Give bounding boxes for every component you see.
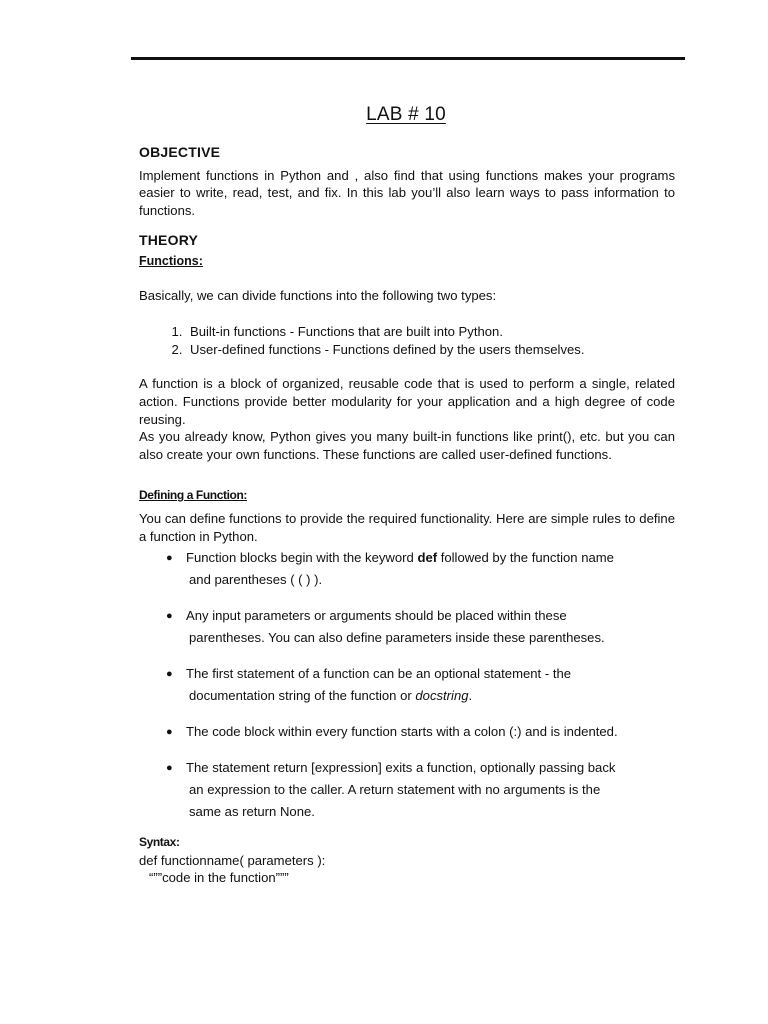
function-definition-paragraph: A function is a block of organized, reusable code that is used to perform a single, related action. Functions provide better modularity for your application and a high degree of code reusing.	[139, 376, 675, 427]
rule-text: The first statement of a function can be an optional statement - the	[186, 666, 572, 682]
defining-function-heading: Defining a Function:	[139, 488, 247, 503]
bullet-icon: ●	[166, 552, 173, 565]
keyword-def: def	[417, 550, 438, 566]
syntax-line-2: “””code in the function”””	[149, 870, 289, 886]
rule-text: .	[468, 688, 473, 704]
syntax-label: Syntax:	[139, 835, 180, 850]
rule-text: Any input parameters or arguments should be placed within these	[186, 608, 567, 624]
list-item	[139, 547, 675, 591]
rule-text: followed by the function name	[437, 550, 614, 566]
bullet-icon: ●	[166, 762, 173, 775]
lab-title: LAB # 10	[366, 104, 446, 125]
functions-intro: Basically, we can divide functions into the following two types:	[139, 287, 497, 303]
rule-text: The code block within every function starts with a colon (:) and is indented.	[186, 724, 618, 740]
theory-heading: THEORY	[139, 232, 199, 249]
document-body	[139, 144, 675, 887]
rule-continuation: parentheses. You can also define parameters inside these parentheses.	[189, 630, 605, 646]
function-types-list	[139, 323, 675, 358]
docstring-term: docstring	[415, 688, 469, 704]
defining-function-intro: You can define functions to provide the required functionality. Here are simple rules to define a function in Python.	[139, 510, 675, 544]
function-rules-list	[139, 547, 675, 823]
list-item	[139, 663, 675, 707]
rule-continuation: an expression to the caller. A return statement with no arguments is the	[189, 782, 601, 798]
rule-text: documentation string of the function or	[189, 688, 416, 704]
objective-heading: OBJECTIVE	[139, 144, 221, 160]
top-horizontal-rule	[131, 57, 685, 60]
list-item: 2. User-defined functions - Functions defined by the users themselves.	[186, 341, 675, 359]
list-item	[139, 721, 675, 743]
functions-subheading: Functions:	[139, 253, 203, 268]
objective-text: Implement functions in Python and , also find that using functions makes your programs easier to write, read, test, and fix. In this lab you’ll also learn ways to pass information to functions.	[139, 167, 675, 218]
bullet-icon: ●	[166, 610, 173, 623]
syntax-line-1: def functionname( parameters ):	[139, 852, 326, 868]
rule-continuation	[186, 685, 675, 707]
list-item: 1. Built-in functions - Functions that are built into Python.	[186, 323, 675, 341]
list-item	[139, 757, 675, 823]
rule-text: Function blocks begin with the keyword	[186, 550, 418, 566]
bullet-icon: ●	[166, 668, 173, 681]
rule-continuation: same as return None.	[189, 804, 315, 820]
rule-continuation: and parentheses ( ( ) ).	[189, 572, 323, 588]
user-defined-paragraph: As you already know, Python gives you many built-in functions like print(), etc. but you can also create your own functions. These functions are called user-defined functions.	[139, 429, 675, 462]
list-item	[139, 605, 675, 649]
bullet-icon: ●	[166, 726, 173, 739]
rule-text: The statement return [expression] exits a function, optionally passing back	[186, 760, 616, 776]
